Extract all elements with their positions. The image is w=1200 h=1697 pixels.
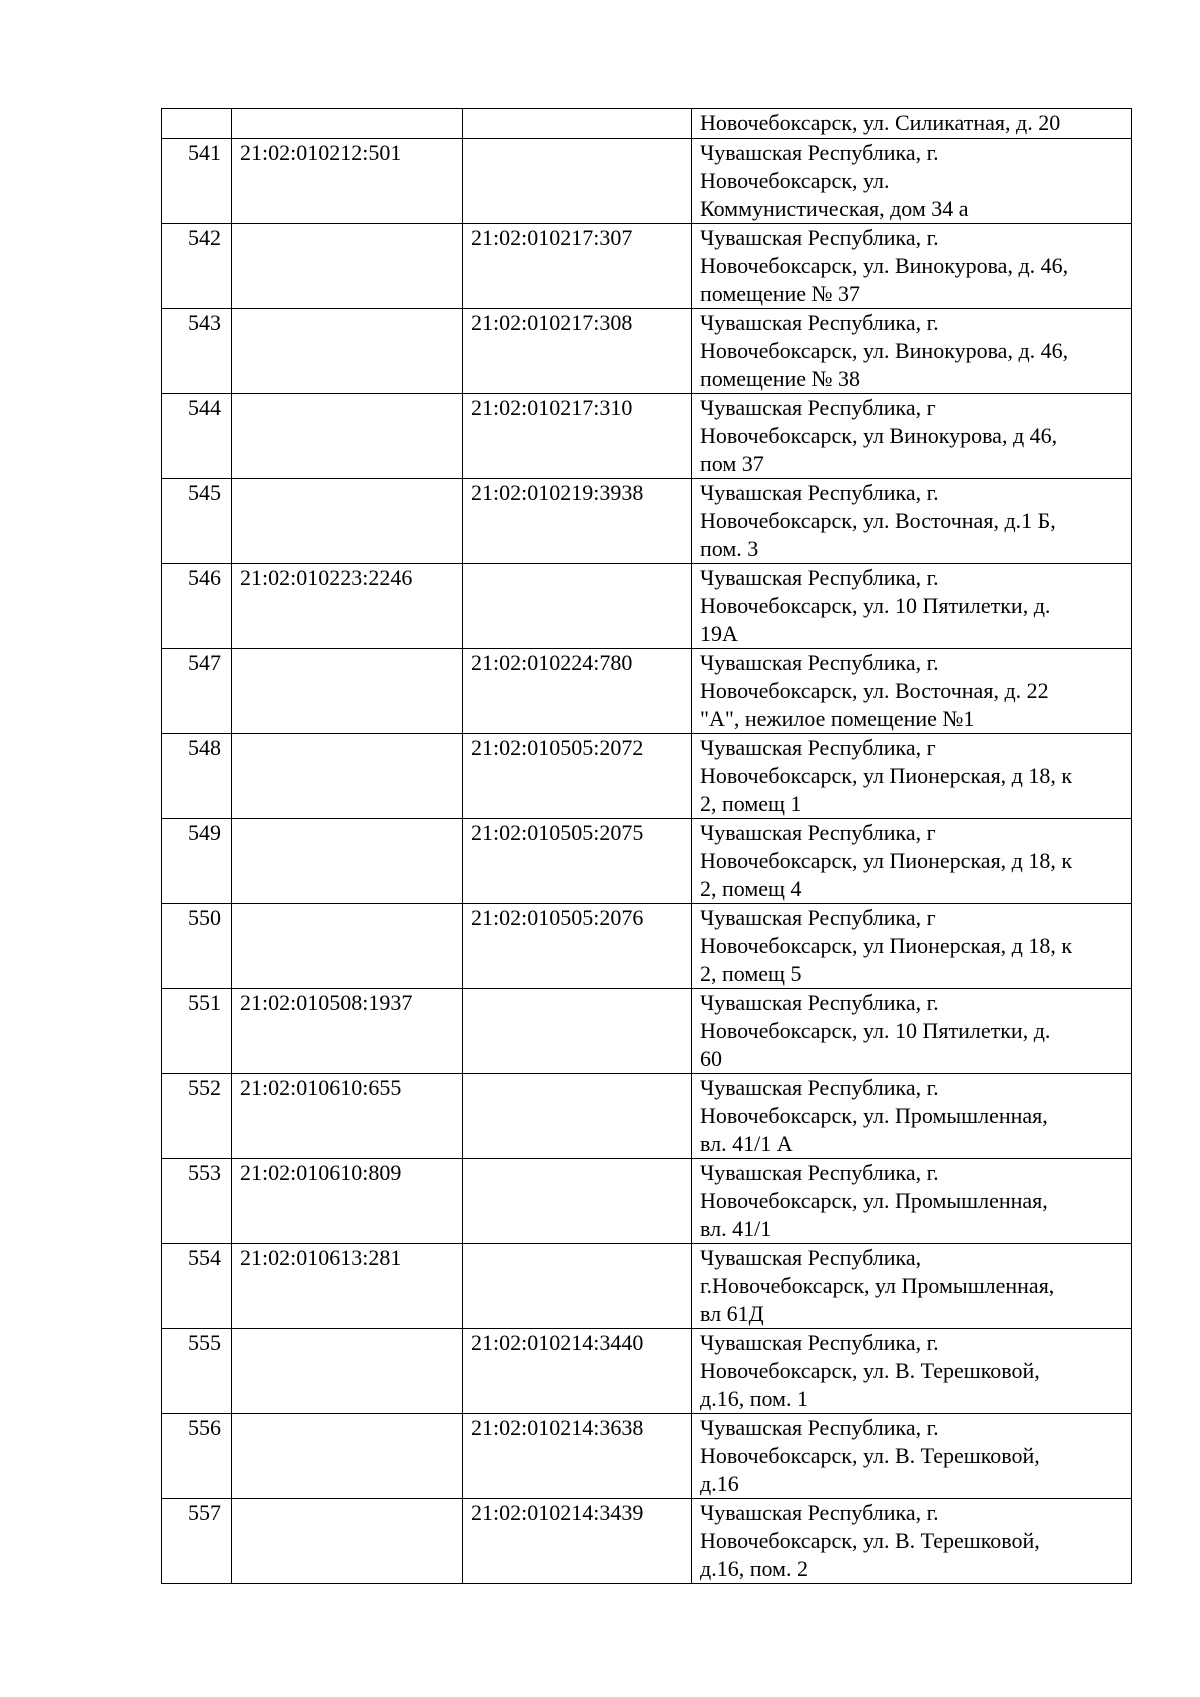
object-cadastral-number-cell (463, 139, 692, 224)
table-row (162, 819, 1132, 904)
object-cadastral-number-cell: 21:02:010217:310 (463, 394, 692, 479)
object-cadastral-number-cell (463, 1074, 692, 1159)
address-cell: Чувашская Республика, г. Новочебоксарск, ул. Коммунистическая, дом 34 а (692, 139, 1132, 224)
row-number-cell: 552 (162, 1074, 232, 1159)
object-cadastral-number-cell: 21:02:010505:2076 (463, 904, 692, 989)
object-cadastral-number-cell (463, 109, 692, 139)
address-cell: Чувашская Республика, г. Новочебоксарск, ул. Винокурова, д. 46, помещение № 37 (692, 224, 1132, 309)
parcel-cadastral-number-cell: 21:02:010212:501 (232, 139, 463, 224)
table-row (162, 224, 1132, 309)
table-row (162, 394, 1132, 479)
row-number-cell: 554 (162, 1244, 232, 1329)
row-number-cell: 542 (162, 224, 232, 309)
object-cadastral-number-cell (463, 1159, 692, 1244)
table-row (162, 309, 1132, 394)
address-cell: Чувашская Республика, г. Новочебоксарск, ул. Промышленная, вл. 41/1 (692, 1159, 1132, 1244)
parcel-cadastral-number-cell (232, 1499, 463, 1584)
table-row (162, 1499, 1132, 1584)
property-table (161, 108, 1132, 1584)
row-number-cell: 557 (162, 1499, 232, 1584)
row-number-cell: 548 (162, 734, 232, 819)
table-row (162, 1414, 1132, 1499)
table-row-continuation (162, 109, 1132, 139)
object-cadastral-number-cell: 21:02:010217:307 (463, 224, 692, 309)
table-row (162, 904, 1132, 989)
table-row (162, 479, 1132, 564)
table-row (162, 649, 1132, 734)
parcel-cadastral-number-cell (232, 904, 463, 989)
row-number-cell: 553 (162, 1159, 232, 1244)
row-number-cell: 546 (162, 564, 232, 649)
table-row (162, 564, 1132, 649)
row-number-cell: 555 (162, 1329, 232, 1414)
object-cadastral-number-cell: 21:02:010224:780 (463, 649, 692, 734)
parcel-cadastral-number-cell (232, 819, 463, 904)
parcel-cadastral-number-cell (232, 109, 463, 139)
parcel-cadastral-number-cell: 21:02:010610:809 (232, 1159, 463, 1244)
parcel-cadastral-number-cell (232, 649, 463, 734)
table-row (162, 139, 1132, 224)
row-number-cell: 541 (162, 139, 232, 224)
table-body (162, 109, 1132, 1584)
address-cell: Чувашская Республика, г Новочебоксарск, ул Винокурова, д 46, пом 37 (692, 394, 1132, 479)
address-cell: Чувашская Республика, г.Новочебоксарск, ул Промышленная, вл 61Д (692, 1244, 1132, 1329)
address-cell: Чувашская Республика, г. Новочебоксарск, ул. Восточная, д.1 Б, пом. 3 (692, 479, 1132, 564)
row-number-cell (162, 109, 232, 139)
row-number-cell: 545 (162, 479, 232, 564)
parcel-cadastral-number-cell (232, 1329, 463, 1414)
object-cadastral-number-cell (463, 1244, 692, 1329)
parcel-cadastral-number-cell: 21:02:010610:655 (232, 1074, 463, 1159)
row-number-cell: 549 (162, 819, 232, 904)
parcel-cadastral-number-cell: 21:02:010613:281 (232, 1244, 463, 1329)
object-cadastral-number-cell (463, 989, 692, 1074)
address-cell: Чувашская Республика, г. Новочебоксарск, ул. Промышленная, вл. 41/1 А (692, 1074, 1132, 1159)
table-row (162, 1159, 1132, 1244)
object-cadastral-number-cell: 21:02:010214:3439 (463, 1499, 692, 1584)
parcel-cadastral-number-cell (232, 1414, 463, 1499)
row-number-cell: 556 (162, 1414, 232, 1499)
object-cadastral-number-cell: 21:02:010214:3440 (463, 1329, 692, 1414)
address-cell: Чувашская Республика, г. Новочебоксарск, ул. В. Терешковой, д.16, пом. 1 (692, 1329, 1132, 1414)
parcel-cadastral-number-cell (232, 479, 463, 564)
address-cell: Чувашская Республика, г. Новочебоксарск, ул. В. Терешковой, д.16 (692, 1414, 1132, 1499)
address-cell: Чувашская Республика, г. Новочебоксарск, ул. 10 Пятилетки, д. 60 (692, 989, 1132, 1074)
object-cadastral-number-cell: 21:02:010219:3938 (463, 479, 692, 564)
object-cadastral-number-cell: 21:02:010217:308 (463, 309, 692, 394)
address-cell: Чувашская Республика, г Новочебоксарск, ул Пионерская, д 18, к 2, помещ 4 (692, 819, 1132, 904)
address-cell: Чувашская Республика, г Новочебоксарск, ул Пионерская, д 18, к 2, помещ 1 (692, 734, 1132, 819)
object-cadastral-number-cell: 21:02:010505:2075 (463, 819, 692, 904)
row-number-cell: 547 (162, 649, 232, 734)
parcel-cadastral-number-cell: 21:02:010508:1937 (232, 989, 463, 1074)
address-cell: Чувашская Республика, г Новочебоксарск, ул Пионерская, д 18, к 2, помещ 5 (692, 904, 1132, 989)
object-cadastral-number-cell: 21:02:010505:2072 (463, 734, 692, 819)
address-cell: Чувашская Республика, г. Новочебоксарск, ул. Винокурова, д. 46, помещение № 38 (692, 309, 1132, 394)
row-number-cell: 550 (162, 904, 232, 989)
parcel-cadastral-number-cell (232, 309, 463, 394)
row-number-cell: 544 (162, 394, 232, 479)
object-cadastral-number-cell: 21:02:010214:3638 (463, 1414, 692, 1499)
address-cell: Новочебоксарск, ул. Силикатная, д. 20 (692, 109, 1132, 139)
table-row (162, 989, 1132, 1074)
parcel-cadastral-number-cell (232, 224, 463, 309)
address-cell: Чувашская Республика, г. Новочебоксарск, ул. Восточная, д. 22 "А", нежилое помещение №1 (692, 649, 1132, 734)
address-cell: Чувашская Республика, г. Новочебоксарск, ул. 10 Пятилетки, д. 19А (692, 564, 1132, 649)
row-number-cell: 543 (162, 309, 232, 394)
row-number-cell: 551 (162, 989, 232, 1074)
parcel-cadastral-number-cell: 21:02:010223:2246 (232, 564, 463, 649)
object-cadastral-number-cell (463, 564, 692, 649)
table-row (162, 1244, 1132, 1329)
table-row (162, 734, 1132, 819)
parcel-cadastral-number-cell (232, 394, 463, 479)
address-cell: Чувашская Республика, г. Новочебоксарск, ул. В. Терешковой, д.16, пом. 2 (692, 1499, 1132, 1584)
parcel-cadastral-number-cell (232, 734, 463, 819)
table-row (162, 1074, 1132, 1159)
table-row (162, 1329, 1132, 1414)
